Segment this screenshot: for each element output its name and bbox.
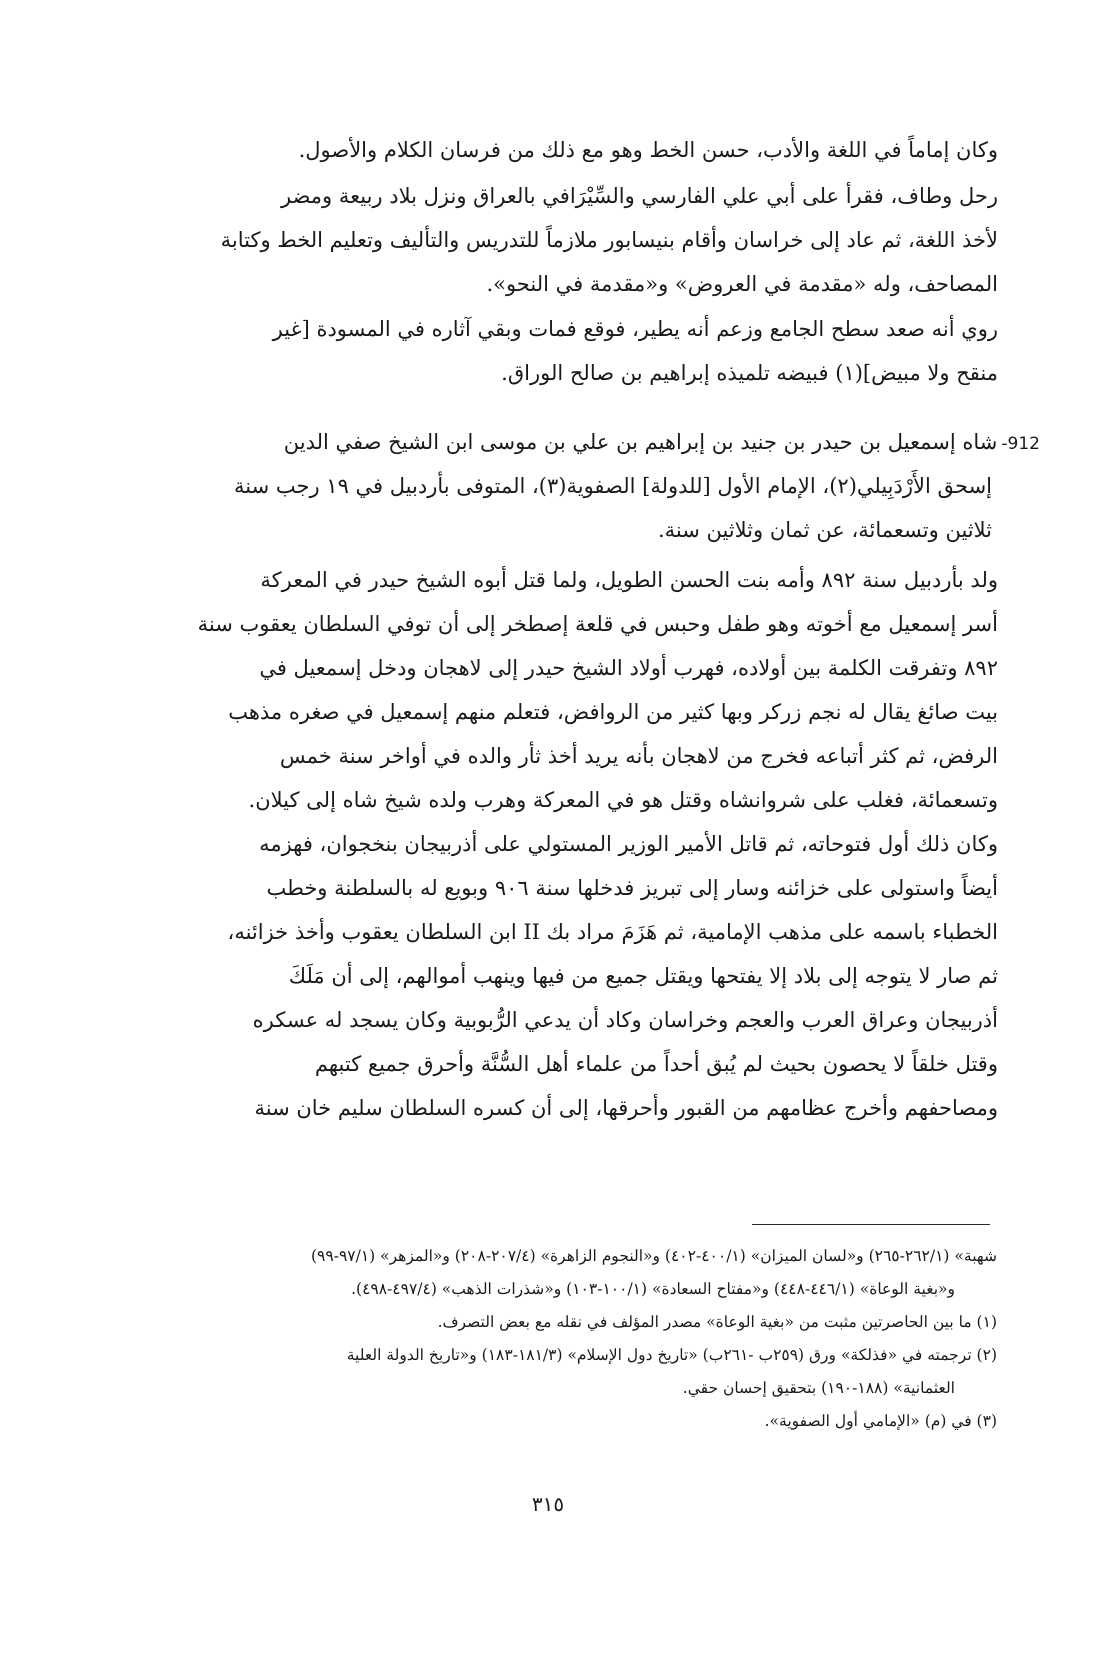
footnote-2: (٢) ترجمته في «فذلكة» ورق (٢٥٩ب -٢٦١ب) «تاريخ دول الإسلام» (١٨١/٣-١٨٣) و«تاريخ الدولة العلية: [346, 1346, 997, 1364]
text-line: ولد بأردبيل سنة ٨٩٢ وأمه بنت الحسن الطويل، ولما قتل أبوه الشيخ حيدر في المعركة: [260, 568, 998, 592]
footnote-separator: [752, 1224, 990, 1225]
text-line: ثلاثين وتسعمائة، عن ثمان وثلاثين سنة.: [657, 518, 992, 542]
footnote-1: (١) ما بين الحاصرتين مثبت من «بغية الوعاة» مصدر المؤلف في نقله مع بعض التصرف.: [437, 1313, 997, 1331]
paragraph-travels: [108, 174, 998, 306]
text-line: لأخذ اللغة، ثم عاد إلى خراسان وأقام بنيسابور ملازماً للتدريس والتأليف وتعليم الخط وكتابة: [220, 228, 998, 252]
text-line: وتسعمائة، فغلب على شروانشاه وقتل هو في المعركة وهرب ولده شيخ شاه إلى كيلان.: [248, 788, 998, 812]
text-line: إسحق الأَرْدَبِيلي(٢)، الإمام الأول [للدولة] الصفوية(٣)، المتوفى بأردبيل في ١٩ رجب سنة: [234, 474, 992, 498]
text-line: وكان ذلك أول فتوحاته، ثم قاتل الأمير الوزير المستولي على أذربيجان بنخجوان، فهزمه: [259, 832, 998, 856]
text-line: ٨٩٢ وتفرقت الكلمة بين أولاده، فهرب أولاد الشيخ حيدر إلى لاهجان ودخل إسمعيل في: [259, 656, 998, 680]
text-line: المصاحف، وله «مقدمة في العروض» و«مقدمة في النحو».: [486, 272, 998, 296]
text-line: بيت صائغ يقال له نجم زركر وبها كثير من الروافض، فتعلم منهم إسمعيل في صغره مذهب: [228, 700, 998, 724]
paragraph-death-story: [108, 307, 998, 395]
text-line: الرفض، ثم كثر أتباعه فخرج من لاهجان بأنه يريد أخذ ثأر والده في أواخر سنة خمس: [279, 744, 998, 768]
text-line: أيضاً واستولى على خزائنه وسار إلى تبريز فدخلها سنة ٩٠٦ وبويع له بالسلطنة وخطب: [266, 876, 998, 900]
footnotes: [105, 1240, 997, 1438]
paragraph-intro: [108, 128, 998, 172]
entry-heading-text: شاه إسمعيل بن حيدر بن جنيد بن إبراهيم بن علي بن موسى ابن الشيخ صفي الدين: [283, 430, 998, 454]
footnote-continuation-line: شهبة» (٢٦٢/١-٢٦٥) و«لسان الميزان» (٤٠٠/١-٤٠٢) و«النجوم الزاهرة» (٢٠٧/٤-٢٠٨) و«المزهر» (٩٧/١-٩٩): [310, 1247, 997, 1265]
footnote-continuation-line: و«بغية الوعاة» (٤٤٦/١-٤٤٨) و«مفتاح السعادة» (١٠٠/١-١٠٣) و«شذرات الذهب» (٤٩٧/٤-٤٩٨).: [351, 1280, 955, 1298]
text-line: روي أنه صعد سطح الجامع وزعم أنه يطير، فوقع فمات وبقي آثاره في المسودة [غير: [272, 317, 998, 341]
footnote-2-continuation: العثمانية» (١٨٨-١٩٠) بتحقيق إحسان حقي.: [682, 1379, 955, 1397]
entry-number: 912-: [1001, 434, 1040, 454]
text-line: وقتل خلقاً لا يحصون بحيث لم يُبق أحداً من علماء أهل السُّنَّة وأحرق جميع كتبهم: [314, 1052, 998, 1076]
text-line: ومصاحفهم وأخرج عظامهم من القبور وأحرقها، إلى أن كسره السلطان سليم خان سنة: [254, 1096, 998, 1120]
text-line: ثم صار لا يتوجه إلى بلاد إلا يفتحها ويقتل جميع من فيها وينهب أموالهم، إلى أن مَلَكَ: [288, 964, 998, 988]
entry-heading-line: [100, 420, 1040, 464]
paragraph-biography: [108, 558, 998, 1130]
footnote-3: (٣) في (م) «الإمامي أول الصفوية».: [764, 1412, 997, 1430]
text-line: الخطباء باسمه على مذهب الإمامية، ثم هَزَمَ مراد بك II ابن السلطان يعقوب وأخذ خزائنه،: [227, 920, 998, 944]
text-line: وكان إماماً في اللغة والأدب، حسن الخط وهو مع ذلك من فرسان الكلام والأصول.: [298, 138, 998, 162]
text-line: منقح ولا مبيض](١) فبيضه تلميذه إبراهيم بن صالح الوراق.: [501, 361, 998, 385]
biography-entry-912: [100, 420, 1040, 552]
text-line: رحل وطاف، فقرأ على أبي علي الفارسي والسِّيْرَافي بالعراق ونزل بلاد ربيعة ومضر: [280, 184, 998, 208]
text-line: أذربيجان وعراق العرب والعجم وخراسان وكاد أن يدعي الرُّبوبية وكان يسجد له عسكره: [252, 1008, 998, 1032]
text-line: أسر إسمعيل مع أخوته وهو طفل وحبس في قلعة إصطخر إلى أن توفي السلطان يعقوب سنة: [197, 612, 998, 636]
page-number: ٣١٥: [531, 1492, 565, 1516]
